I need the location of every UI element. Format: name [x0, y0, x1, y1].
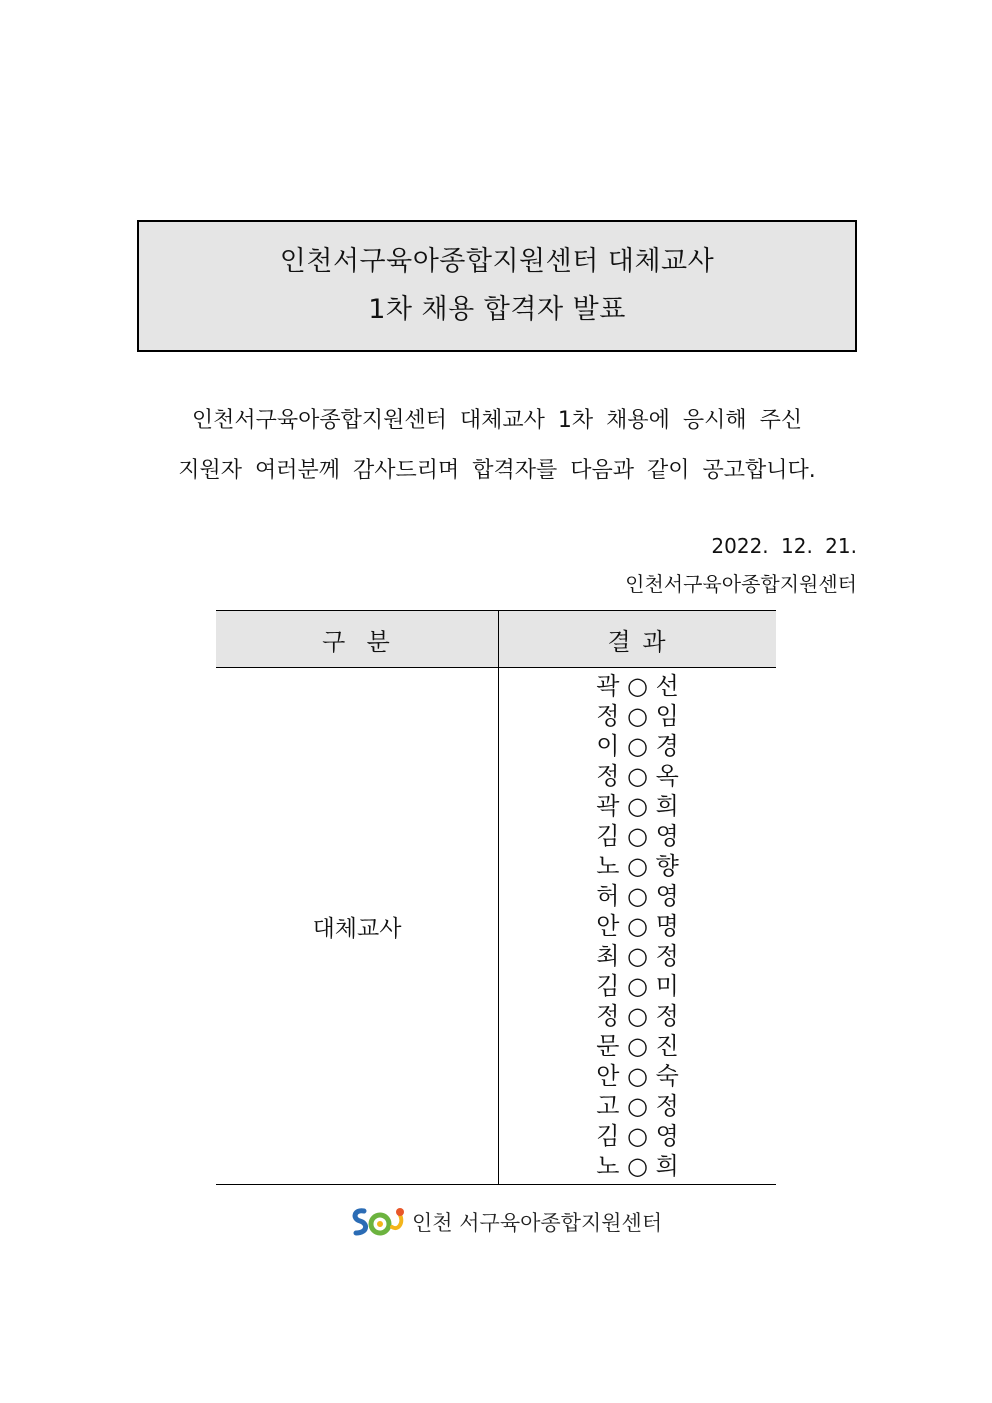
name-item: 정 ○ 옥 [596, 762, 679, 790]
name-item: 김 ○ 영 [596, 822, 679, 850]
name-item: 허 ○ 영 [596, 882, 679, 910]
footer-text: 인천 서구육아종합지원센터 [412, 1211, 663, 1235]
name-item: 곽 ○ 선 [596, 672, 679, 700]
name-item: 안 ○ 명 [596, 912, 679, 940]
header-result: 결 과 [499, 611, 777, 668]
title-line-1: 인천서구육아종합지원센터 대체교사 [279, 246, 715, 277]
name-item: 곽 ○ 희 [596, 792, 679, 820]
name-item: 노 ○ 희 [596, 1152, 679, 1180]
footer-logo [350, 1204, 662, 1240]
category-cell: 대체교사 [216, 668, 499, 1185]
name-item: 안 ○ 숙 [596, 1062, 679, 1090]
sc-logo-icon [350, 1205, 406, 1239]
intro-line-2: 지원자 여러분께 감사드리며 합격자를 다음과 같이 공고합니다. [178, 458, 816, 483]
organization-name: 인천서구육아종합지원센터 [625, 572, 857, 596]
title-box [137, 220, 857, 352]
name-item: 최 ○ 정 [596, 942, 679, 970]
name-item: 노 ○ 향 [596, 852, 679, 880]
announcement-date: 2022. 12. 21. [711, 534, 857, 558]
intro-paragraph [137, 396, 857, 496]
header-category: 구 분 [216, 611, 499, 668]
table-header-row [216, 611, 776, 668]
table-row [216, 668, 776, 1185]
name-item: 문 ○ 진 [596, 1032, 679, 1060]
name-item: 정 ○ 임 [596, 702, 679, 730]
name-item: 정 ○ 정 [596, 1002, 679, 1030]
name-item: 김 ○ 영 [596, 1122, 679, 1150]
intro-line-1: 인천서구육아종합지원센터 대체교사 1차 채용에 응시해 주신 [191, 408, 803, 433]
result-table [216, 610, 776, 1185]
name-item: 이 ○ 경 [596, 732, 679, 760]
name-item: 김 ○ 미 [596, 972, 679, 1000]
name-item: 고 ○ 정 [596, 1092, 679, 1120]
names-cell [499, 668, 777, 1185]
title-line-2: 1차 채용 합격자 발표 [368, 294, 626, 325]
